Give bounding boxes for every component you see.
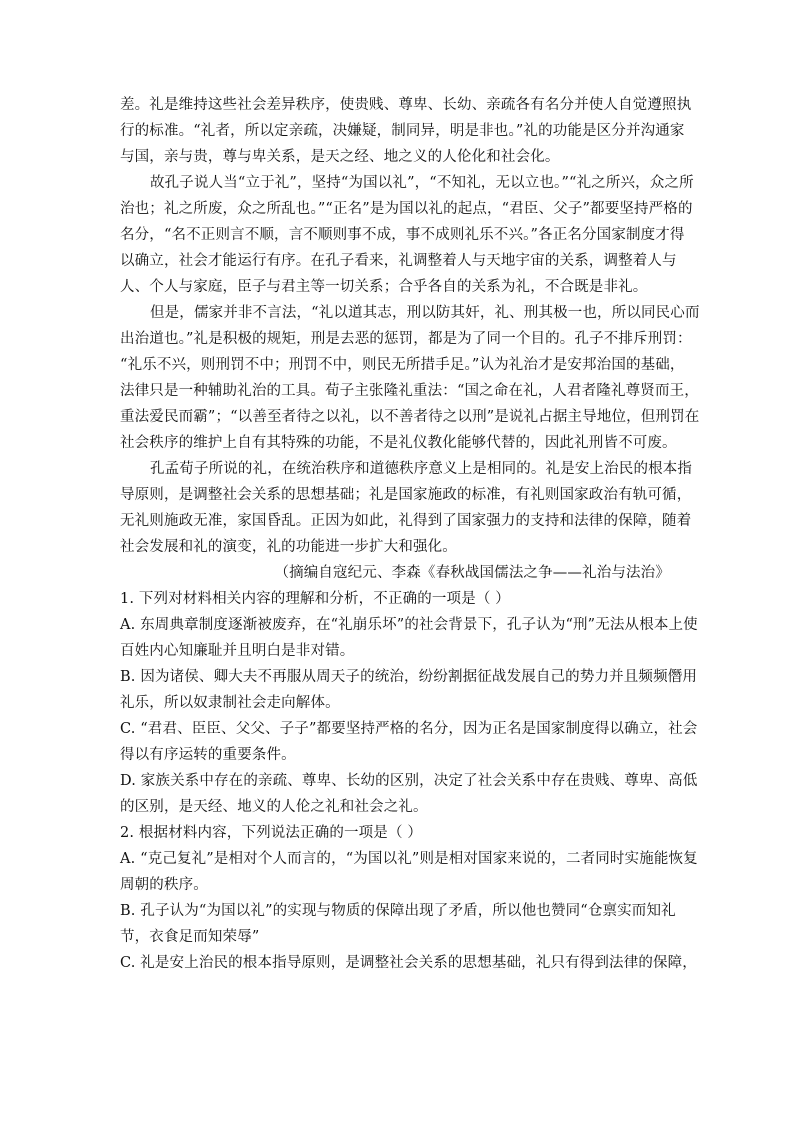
question-2-stem: 2. 根据材料内容，下列说法正确的一项是（ ） — [120, 825, 423, 841]
paragraph-line: 名分，“名不正则言不顺，言不顺则事不成，事不成则礼乐不兴。”各正名分国家制度才得 — [120, 227, 685, 243]
paragraph-line: 孔孟荀子所说的礼，在统治秩序和道德秩序意义上是相同的。礼是安上治民的根本指 — [150, 461, 693, 477]
paragraph-line: 社会发展和礼的演变，礼的功能进一步扩大和强化。 — [120, 539, 457, 555]
paragraph-line: “礼乐不兴，则刑罚不中；刑罚不中，则民无所措手足。”认为礼治才是安邦治国的基础， — [120, 357, 685, 373]
paragraph-line: 人、个人与家庭，臣子与君主等一切关系；合乎各自的关系为礼，不合既是非礼。 — [120, 279, 648, 295]
question-1-option-b: B. 因为诸侯、卿大夫不再服从周天子的统治，纷纷割据征战发展自己的势力并且频频僭用 — [120, 669, 698, 685]
question-2-option-a: A. “克己复礼”是相对个人而言的，“为国以礼”则是相对国家来说的，二者同时实施能恢复 — [120, 851, 698, 867]
question-1-option-b-cont: 礼乐，所以奴隶制社会走向解体。 — [120, 695, 340, 711]
paragraph-line: 无礼则施政无准，家国昏乱。正因为如此，礼得到了国家强力的支持和法律的保障，随着 — [120, 513, 692, 529]
source-citation: （摘编自寇纪元、李森《春秋战国儒法之争——礼治与法治》 — [274, 565, 670, 581]
question-1-option-d: D. 家族关系中存在的亲疏、尊卑、长幼的区别，决定了社会关系中存在贵贱、尊卑、高低 — [120, 773, 698, 789]
question-2-option-b-cont: 节，衣食足而知荣辱” — [120, 929, 260, 945]
question-2-option-b: B. 孔子认为“为国以礼”的实现与物质的保障出现了矛盾，所以他也赞同“仓禀实而知礼 — [120, 903, 676, 919]
question-1-option-d-cont: 的区别，是天经、地义的人伦之礼和社会之礼。 — [120, 799, 428, 815]
paragraph-line: 行的标准。“礼者，所以定亲疏，决嫌疑，制同异，明是非也。”礼的功能是区分并沟通家 — [120, 123, 685, 139]
paragraph-line: 治也；礼之所废，众之所乱也。”“正名”是为国以礼的起点，“君臣、父子”都要坚持严格的 — [120, 201, 693, 217]
paragraph-line: 但是，儒家并非不言法，“礼以道其志，刑以防其奸，礼、刑其极一也，所以同民心而 — [150, 305, 700, 321]
question-1-option-c-cont: 得以有序运转的重要条件。 — [120, 747, 296, 763]
paragraph-line: 与国，亲与贵，尊与卑关系，是天之经、地之义的人伦化和社会化。 — [120, 149, 560, 165]
document-body — [120, 92, 700, 976]
question-1-stem: 1. 下列对材料相关内容的理解和分析，不正确的一项是（ ） — [120, 591, 510, 607]
paragraph-line: 社会秩序的维护上自有其特殊的功能，不是礼仪教化能够代替的，因此礼刑皆不可废。 — [120, 435, 677, 451]
question-1-option-a: A. 东周典章制度逐渐被废弃，在“礼崩乐坏”的社会背景下，孔子认为“刑”无法从根本上使 — [120, 617, 698, 633]
paragraph-line: 以确立，社会才能运行有序。在孔子看来，礼调整着人与天地宇宙的关系，调整着人与 — [120, 253, 677, 269]
paragraph-line: 故孔子说人当“立于礼”，坚持“为国以礼”，“不知礼，无以立也。”“礼之所兴，众之所 — [150, 175, 694, 191]
question-1-option-a-cont: 百姓内心知廉耻并且明白是非对错。 — [120, 643, 355, 659]
paragraph-line: 法律只是一种辅助礼治的工具。荀子主张隆礼重法：“国之命在礼，人君者隆礼尊贤而王， — [120, 383, 699, 399]
question-2-option-a-cont: 周朝的秩序。 — [120, 877, 208, 893]
paragraph-line: 出治道也。”礼是积极的规矩，刑是去恶的惩罚，都是为了同一个目的。孔子不排斥刑罚： — [120, 331, 692, 347]
paragraph-line: 导原则，是调整社会关系的思想基础；礼是国家施政的标准，有礼则国家政治有轨可循， — [120, 487, 692, 503]
paragraph-line: 差。礼是维持这些社会差异秩序，使贵贱、尊卑、长幼、亲疏各有名分并使人自觉遵照执 — [120, 97, 692, 113]
paragraph-line: 重法爱民而霸”；“以善至者待之以礼，以不善者待之以刑”是说礼占据主导地位，但刑罚在 — [120, 409, 700, 425]
question-1-option-c: C. “君君、臣臣、父父、子子”都要坚持严格的名分，因为正名是国家制度得以确立，社会 — [120, 721, 698, 737]
question-2-option-c: C. 礼是安上治民的根本指导原则，是调整社会关系的思想基础，礼只有得到法律的保障， — [120, 955, 697, 971]
